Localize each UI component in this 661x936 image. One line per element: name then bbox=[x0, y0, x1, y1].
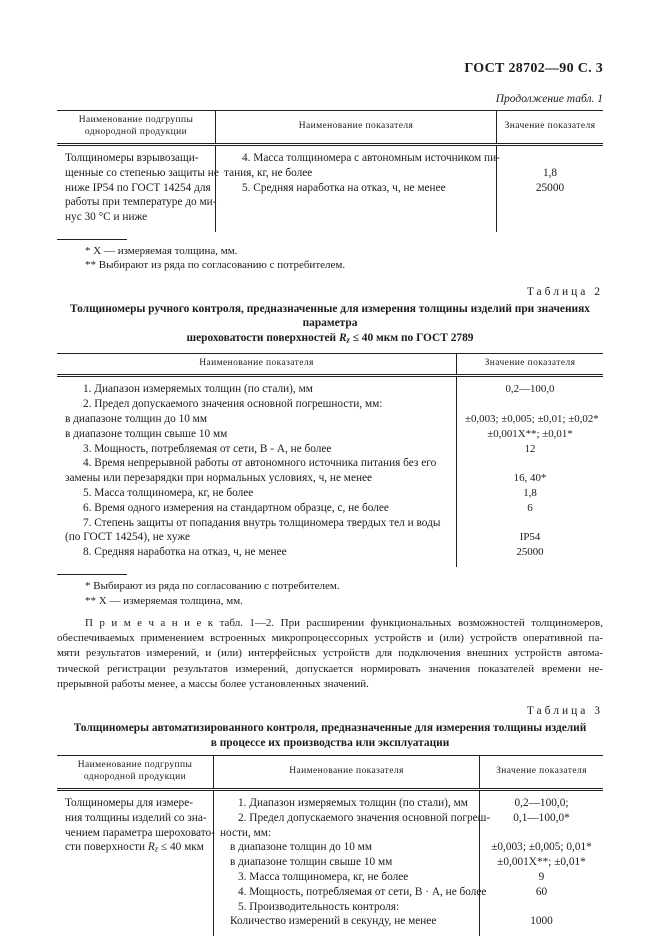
cell-text: сти поверхности bbox=[65, 841, 148, 854]
table-row: в диапазоне толщин свыше 10 мм bbox=[230, 856, 393, 869]
table-row: 16, 40* bbox=[513, 472, 547, 485]
table-row: 9 bbox=[538, 871, 545, 884]
rz-subscript: z bbox=[346, 334, 350, 345]
table-row: замены или перезарядки при нормальных условиях, ч, не менее bbox=[65, 472, 373, 485]
table-row: 60 bbox=[535, 885, 548, 898]
table1-value-cell bbox=[497, 146, 603, 232]
table-row: ±0,001X**; ±0,01* bbox=[497, 856, 586, 869]
table2-header-indicator bbox=[57, 354, 457, 375]
header-indicator-label: Наименование показателя bbox=[289, 765, 404, 776]
table-row bbox=[505, 151, 595, 166]
table-row: в диапазоне толщин до 10 мм bbox=[230, 841, 372, 854]
table-row: 12 bbox=[524, 442, 536, 455]
rz-symbol: R bbox=[147, 841, 155, 854]
table1-indicator-cell bbox=[215, 146, 500, 232]
table2-indicator-cell bbox=[57, 377, 457, 567]
footnote-divider bbox=[57, 239, 127, 240]
table-row bbox=[65, 840, 205, 855]
table2 bbox=[57, 353, 603, 567]
table1-subgroup-cell bbox=[57, 146, 219, 232]
footnote-line: ** Выбирают из ряда по согласованию с потребителем. bbox=[85, 259, 346, 272]
table-row: 1,8 bbox=[542, 166, 558, 179]
table1-continuation-label: Продолжение табл. 1 bbox=[495, 93, 603, 105]
table3 bbox=[57, 755, 603, 936]
table-row bbox=[488, 826, 595, 841]
table-row: 25000 bbox=[516, 546, 544, 559]
table-row: нус 30 °С и ниже bbox=[65, 211, 148, 224]
table3-title-line2: в процессе их производства или эксплуатации bbox=[210, 736, 450, 749]
gost-number-header: ГОСТ 28702—90 С. 3 bbox=[464, 61, 603, 76]
table1-header-subgroup bbox=[57, 111, 215, 143]
table-row: ния толщины изделий со зна- bbox=[65, 811, 207, 824]
note-line: обеспечиваемых применением встроенных микропроцессорных устройств и (или) устройств оперативной па- bbox=[57, 632, 603, 645]
table1 bbox=[57, 110, 603, 232]
header-indicator-label: Наименование показателя bbox=[298, 120, 414, 131]
note-line: П р и м е ч а н и е к табл. 1—2. При расширении функциональных возможностей толщиномеров, bbox=[85, 617, 603, 630]
table-row: чением параметра шероховато- bbox=[65, 826, 215, 839]
table-row: 4. Мощность, потребляемая от сети, В · А, не более bbox=[238, 885, 487, 898]
note-line: мяти результатов измерений, и (или) интерфейсных устройств для подключения внешних устройств автома- bbox=[57, 647, 603, 660]
table2-header-value bbox=[457, 354, 603, 375]
table-row: (по ГОСТ 14254), не хуже bbox=[65, 531, 191, 544]
table3-header-subgroup bbox=[57, 756, 213, 788]
table1-footnotes bbox=[57, 244, 603, 273]
page-content bbox=[57, 60, 603, 936]
header-subgroup-line1: Наименование подгруппы bbox=[77, 760, 193, 771]
rz-symbol: R bbox=[338, 331, 347, 344]
table1-body bbox=[57, 146, 603, 232]
table-row: 1. Диапазон измеряемых толщин (по стали), мм bbox=[83, 383, 313, 396]
header-value-label: Значение показателя bbox=[504, 120, 596, 131]
footnote-divider bbox=[57, 574, 127, 575]
cell-text: ≤ 40 мкм bbox=[158, 841, 204, 854]
table-row: работы при температуре до ми- bbox=[65, 196, 217, 209]
table-row bbox=[488, 900, 595, 915]
table-row: ности, мм: bbox=[220, 826, 272, 839]
note-paragraph bbox=[57, 616, 603, 692]
table-row: щенные со степенью защиты не bbox=[65, 166, 219, 179]
header-subgroup-line2: однородной продукции bbox=[84, 126, 188, 137]
table-row: ±0,003; ±0,005; ±0,01; ±0,02* bbox=[465, 413, 599, 426]
table-row: в диапазоне толщин до 10 мм bbox=[65, 413, 207, 426]
table-row: 3. Масса толщиномера, кг, не более bbox=[238, 871, 409, 884]
table-row: 3. Мощность, потребляемая от сети, В - А, не более bbox=[83, 442, 332, 455]
table1-header-row bbox=[57, 111, 603, 146]
table3-header-value bbox=[480, 756, 603, 788]
table-row: ниже IP54 по ГОСТ 14254 для bbox=[65, 181, 211, 194]
header-subgroup-line1: Наименование подгруппы bbox=[78, 115, 194, 125]
header-value-label: Значение показателя bbox=[496, 765, 587, 776]
footnote-line: * Выбирают из ряда по согласованию с потребителем. bbox=[85, 580, 340, 593]
title-text: шероховатости поверхностей bbox=[186, 331, 339, 344]
note-line: прерывной работы менее, а массы более установленных значений. bbox=[57, 677, 369, 690]
table-row: тания, кг, не более bbox=[224, 166, 313, 179]
table1-header-indicator bbox=[215, 111, 497, 143]
table-row: 0,2—100,0 bbox=[505, 383, 555, 396]
table3-subgroup-cell bbox=[57, 791, 213, 936]
table1-header-value bbox=[497, 111, 603, 143]
table-row: 1000 bbox=[530, 915, 553, 928]
footnote-line: ** X — измеряемая толщина, мм. bbox=[85, 594, 243, 607]
header-subgroup-line2: однородной продукции bbox=[83, 771, 187, 782]
table3-indicator-cell bbox=[213, 791, 491, 936]
table-row: 5. Масса толщиномера, кг, не более bbox=[83, 487, 254, 500]
table-row: 2. Предел допускаемого значения основной погрешности, мм: bbox=[83, 398, 383, 411]
table-row: ±0,001X**; ±0,01* bbox=[487, 427, 573, 440]
table-row: Количество измерений в секунду, не менее bbox=[230, 915, 437, 928]
table-row: 1,8 bbox=[523, 487, 537, 500]
table3-label: Таблица 3 bbox=[526, 705, 603, 718]
title-text: ≤ 40 мкм по ГОСТ 2789 bbox=[349, 331, 474, 344]
table3-value-cell bbox=[480, 791, 603, 936]
header-value-label: Значение показателя bbox=[484, 357, 576, 368]
note-line: тической регистрации результатов измерений, допускается нормировать значения показателей времени не- bbox=[57, 662, 603, 675]
table2-footnotes bbox=[57, 579, 603, 608]
table2-label: Таблица 2 bbox=[526, 285, 603, 298]
rz-subscript: z bbox=[154, 843, 159, 854]
table-row bbox=[465, 397, 595, 412]
header-indicator-label: Наименование показателя bbox=[199, 357, 314, 368]
table2-value-cell bbox=[457, 377, 603, 567]
table2-title-line1: Толщиномеры ручного контроля, предназначенные для измерения толщины изделий при значениях параметра bbox=[70, 302, 590, 330]
table2-title bbox=[57, 302, 603, 347]
table-row: 2. Предел допускаемого значения основной погреш- bbox=[238, 811, 491, 824]
table-row: 25000 bbox=[535, 181, 565, 194]
table-row: 1. Диапазон измеряемых толщин (по стали), мм bbox=[238, 797, 468, 810]
table2-title-line2 bbox=[57, 331, 603, 347]
table-row: Толщиномеры взрывозащи- bbox=[65, 152, 199, 164]
table-row: 0,2—100,0; bbox=[514, 797, 569, 810]
table2-header-row bbox=[57, 354, 603, 378]
table-row: в диапазоне толщин свыше 10 мм bbox=[65, 427, 228, 440]
table3-body bbox=[57, 791, 603, 936]
table3-title-line1: Толщиномеры автоматизированного контроля, предназначенные для измерения толщины изделий bbox=[73, 722, 587, 735]
table-row: IP54 bbox=[519, 531, 541, 544]
table-row: 6. Время одного измерения на стандартном образце, с, не более bbox=[83, 501, 389, 514]
table-row: 8. Средняя наработка на отказ, ч, не менее bbox=[83, 546, 287, 559]
table-row bbox=[465, 456, 595, 471]
table3-header-row bbox=[57, 756, 603, 791]
table3-title bbox=[57, 721, 603, 750]
table-row: 6 bbox=[527, 501, 533, 514]
table-row: 5. Средняя наработка на отказ, ч, не менее bbox=[242, 181, 446, 194]
table-row bbox=[465, 516, 595, 531]
footnote-line: * X — измеряемая толщина, мм. bbox=[85, 244, 238, 257]
table-row: ±0,003; ±0,005; 0,01* bbox=[491, 841, 592, 854]
table2-body bbox=[57, 377, 603, 567]
table-row: 4. Время непрерывной работы от автономного источника питания без его bbox=[83, 457, 437, 470]
table-row: 5. Производительность контроля: bbox=[238, 900, 400, 913]
table-row: Толщиномеры для измере- bbox=[65, 797, 193, 810]
table-row: 4. Масса толщиномера с автономным источником пи- bbox=[242, 152, 500, 164]
table-row: 0,1—100,0* bbox=[513, 811, 570, 824]
table-row: 7. Степень защиты от попадания внутрь толщиномера твердых тел и воды bbox=[83, 516, 441, 529]
table3-header-indicator bbox=[213, 756, 480, 788]
